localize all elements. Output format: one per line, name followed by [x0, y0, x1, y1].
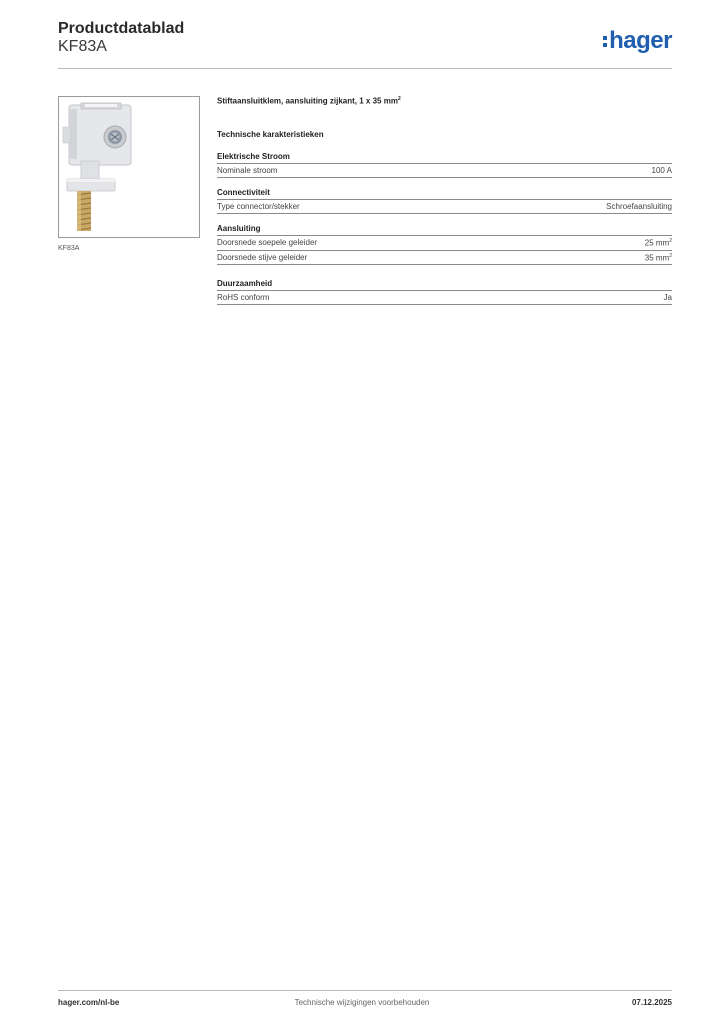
image-caption: KF83A — [58, 245, 80, 252]
logo-dots-icon — [603, 33, 607, 50]
logo-text: hager — [609, 27, 672, 54]
section-aansluiting — [217, 224, 672, 265]
spec-label: Doorsnede stijve geleider — [217, 252, 308, 262]
tech-characteristics-heading: Technische karakteristieken — [217, 130, 324, 139]
section-duurzaamheid — [217, 279, 672, 305]
product-image-frame — [58, 96, 200, 238]
product-description — [217, 96, 672, 110]
footer-divider — [58, 990, 672, 991]
section-title: Elektrische Stroom — [217, 152, 672, 164]
spec-label: Doorsnede soepele geleider — [217, 238, 318, 247]
section-title: Aansluiting — [217, 224, 672, 236]
section-connectiviteit — [217, 188, 672, 214]
spec-value: Ja — [663, 293, 672, 303]
product-details — [217, 96, 672, 305]
spec-label: Type connector/stekker — [217, 202, 300, 211]
product-description-text: Stiftaansluitklem, aansluiting zijkant, 1 x 35 mm — [217, 96, 398, 106]
footer-website-link[interactable]: hager.com/nl-be — [58, 998, 120, 1007]
spec-value: 100 A — [651, 166, 672, 175]
spec-value: 35 $mm^2$ — [644, 252, 672, 263]
spec-row — [217, 291, 672, 305]
product-description-sup: 2 — [397, 96, 401, 102]
spec-value: 25 $mm^2$ — [644, 238, 672, 248]
footer-disclaimer: Technische wijzigingen voorbehouden — [294, 998, 430, 1007]
header-divider — [58, 68, 672, 69]
spec-row — [217, 251, 672, 266]
footer-date: 07.12.2025 — [631, 998, 672, 1007]
page-title: Productdatablad — [58, 20, 185, 37]
section-title: Duurzaamheid — [217, 279, 672, 291]
spec-row — [217, 200, 672, 214]
product-code: KF83A — [58, 38, 107, 55]
spec-value: Schroefaansluiting — [606, 202, 672, 211]
terminal-clamp-image — [59, 97, 199, 237]
hager-logo — [603, 29, 672, 53]
section-title: Connectiviteit — [217, 188, 672, 200]
spec-label: RoHS conform — [217, 293, 270, 303]
spec-label: Nominale stroom — [217, 166, 278, 175]
section-elektrische-stroom — [217, 152, 672, 178]
spec-row — [217, 164, 672, 178]
spec-row — [217, 236, 672, 251]
